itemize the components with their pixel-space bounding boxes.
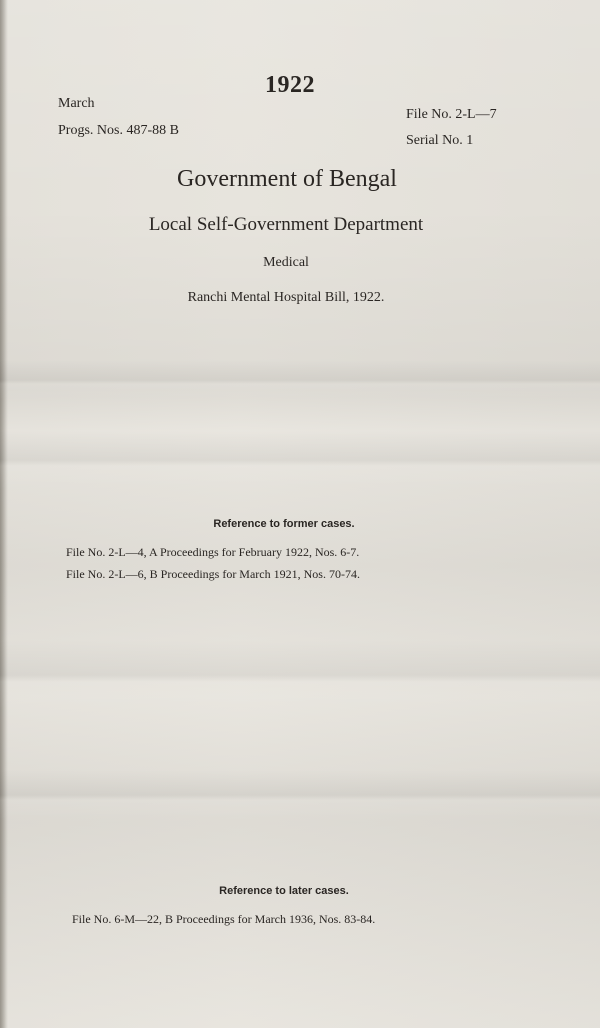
government-title: Government of Bengal: [177, 166, 397, 192]
paper-wrinkle: [0, 360, 600, 400]
former-case-line: File No. 2-L—4, A Proceedings for February 1922, Nos. 6-7.: [66, 545, 360, 559]
document-month: March: [58, 96, 95, 111]
serial-number: Serial No. 1: [406, 133, 474, 148]
subject-title: Ranchi Mental Hospital Bill, 1922.: [187, 290, 385, 305]
paper-wrinkle: [0, 770, 600, 820]
page-edge-shadow: [0, 0, 8, 1028]
paper-wrinkle: [0, 430, 600, 490]
former-case-line: File No. 2-L—6, B Proceedings for March 1921, Nos. 70-74.: [66, 567, 360, 581]
proceedings-numbers: Progs. Nos. 487-88 B: [58, 123, 179, 138]
paper-wrinkle: [0, 640, 600, 710]
section-label: Medical: [263, 255, 309, 270]
later-cases-heading: Reference to later cases.: [219, 885, 349, 897]
file-number: File No. 2-L—7: [406, 107, 497, 122]
department-title: Local Self-Government Department: [148, 214, 424, 235]
document-year: 1922: [265, 72, 315, 98]
former-cases-heading: Reference to former cases.: [213, 518, 355, 530]
later-case-line: File No. 6-M—22, B Proceedings for March 1936, Nos. 83-84.: [72, 912, 376, 926]
